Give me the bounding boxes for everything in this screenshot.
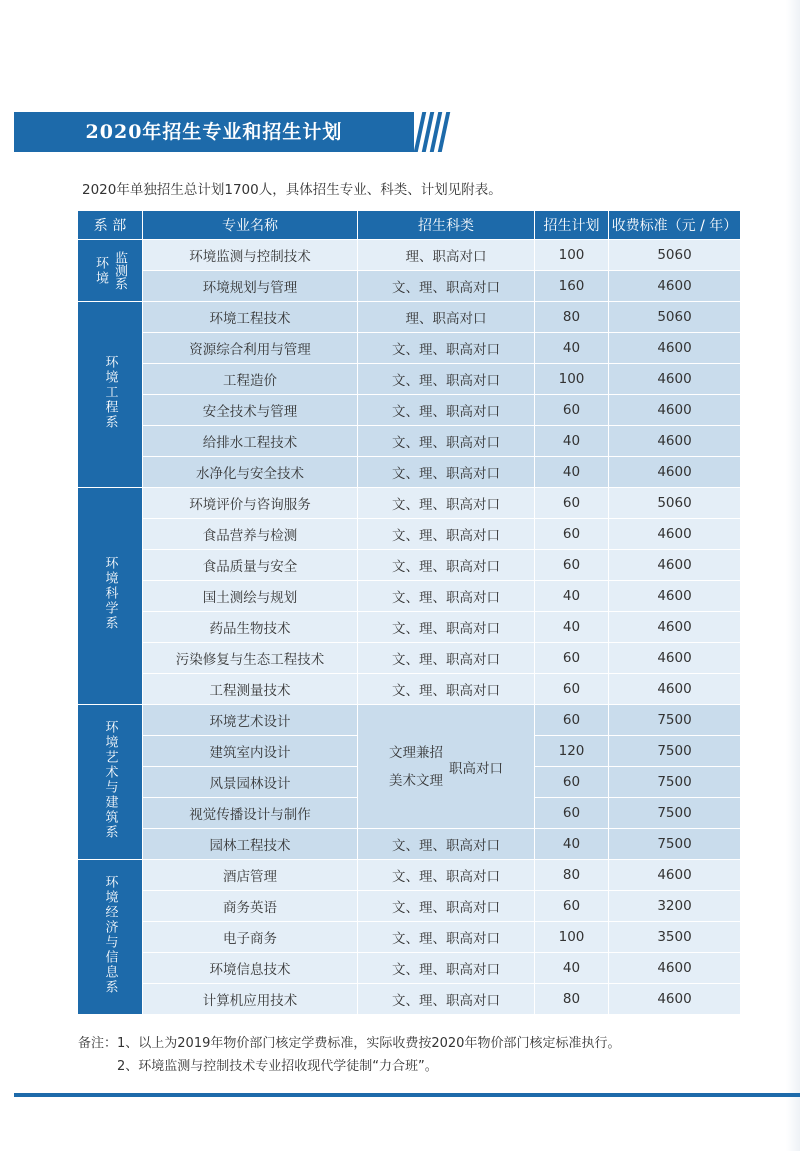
category-cell: 文、理、职高对口 xyxy=(358,395,535,426)
table-row xyxy=(78,581,741,612)
table-row xyxy=(78,302,741,333)
fee-cell: 3500 xyxy=(609,922,741,953)
major-cell: 环境监测与控制技术 xyxy=(143,240,358,271)
category-cell: 文、理、职高对口 xyxy=(358,643,535,674)
plan-cell: 100 xyxy=(535,240,609,271)
plan-cell: 60 xyxy=(535,798,609,829)
note-1: 备注：1、以上为2019年物价部门核定学费标准，实际收费按2020年物价部门核定标准执行。 xyxy=(78,1036,621,1051)
intro-text: 2020年单独招生总计划1700人，具体招生专业、科类、计划见附表。 xyxy=(82,182,502,198)
table-header-row xyxy=(78,211,741,240)
category-cell: 文、理、职高对口 xyxy=(358,457,535,488)
fee-cell: 4600 xyxy=(609,984,741,1015)
major-cell: 酒店管理 xyxy=(143,860,358,891)
plan-cell: 160 xyxy=(535,271,609,302)
plan-cell: 60 xyxy=(535,488,609,519)
major-cell: 环境工程技术 xyxy=(143,302,358,333)
table-row xyxy=(78,643,741,674)
plan-cell: 40 xyxy=(535,457,609,488)
major-cell: 食品营养与检测 xyxy=(143,519,358,550)
major-cell: 食品质量与安全 xyxy=(143,550,358,581)
category-cell: 文、理、职高对口 xyxy=(358,922,535,953)
fee-cell: 7500 xyxy=(609,798,741,829)
fee-cell: 5060 xyxy=(609,240,741,271)
bottom-divider xyxy=(14,1093,800,1097)
dept-name-part-b: 监测系 xyxy=(112,251,127,290)
major-cell: 工程造价 xyxy=(143,364,358,395)
table-row xyxy=(78,612,741,643)
merged-category-right: 职高对口 xyxy=(449,760,503,777)
plan-cell: 60 xyxy=(535,395,609,426)
dept-name: 环境经济与信息系 xyxy=(102,874,118,995)
plan-cell: 60 xyxy=(535,550,609,581)
page-edge-shade xyxy=(786,0,800,1151)
plan-cell: 40 xyxy=(535,581,609,612)
header-plan: 招生计划 xyxy=(535,211,609,240)
fee-cell: 7500 xyxy=(609,705,741,736)
title-stripes-decoration xyxy=(414,112,454,152)
table-row xyxy=(78,426,741,457)
category-cell: 文、理、职高对口 xyxy=(358,612,535,643)
table-row xyxy=(78,457,741,488)
plan-cell: 80 xyxy=(535,860,609,891)
table-row xyxy=(78,922,741,953)
category-cell: 文、理、职高对口 xyxy=(358,953,535,984)
table-row xyxy=(78,705,741,736)
major-cell: 水净化与安全技术 xyxy=(143,457,358,488)
fee-cell: 4600 xyxy=(609,333,741,364)
table-row xyxy=(78,891,741,922)
fee-cell: 5060 xyxy=(609,488,741,519)
fee-cell: 7500 xyxy=(609,767,741,798)
fee-cell: 7500 xyxy=(609,829,741,860)
category-cell: 文、理、职高对口 xyxy=(358,860,535,891)
table-row xyxy=(78,550,741,581)
category-cell: 文、理、职高对口 xyxy=(358,891,535,922)
plan-cell: 120 xyxy=(535,736,609,767)
plan-cell: 40 xyxy=(535,333,609,364)
header-fee: 收费标准（元 / 年） xyxy=(609,211,741,240)
table-row xyxy=(78,364,741,395)
fee-cell: 4600 xyxy=(609,612,741,643)
fee-cell: 4600 xyxy=(609,457,741,488)
category-cell: 文、理、职高对口 xyxy=(358,674,535,705)
dept-name: 环境艺术与建筑系 xyxy=(102,719,118,840)
fee-cell: 4600 xyxy=(609,550,741,581)
fee-cell: 5060 xyxy=(609,302,741,333)
fee-cell: 4600 xyxy=(609,860,741,891)
major-cell: 给排水工程技术 xyxy=(143,426,358,457)
table-row xyxy=(78,488,741,519)
plan-cell: 60 xyxy=(535,674,609,705)
page-title: 2020年招生专业和招生计划 xyxy=(85,121,343,143)
plan-cell: 80 xyxy=(535,302,609,333)
category-cell: 文、理、职高对口 xyxy=(358,984,535,1015)
dept-cell-economics-info xyxy=(78,860,143,1015)
major-cell: 商务英语 xyxy=(143,891,358,922)
table-row xyxy=(78,395,741,426)
plan-cell: 80 xyxy=(535,984,609,1015)
fee-cell: 4600 xyxy=(609,395,741,426)
major-cell: 计算机应用技术 xyxy=(143,984,358,1015)
major-cell: 环境艺术设计 xyxy=(143,705,358,736)
major-cell: 园林工程技术 xyxy=(143,829,358,860)
plan-cell: 60 xyxy=(535,705,609,736)
category-cell: 文、理、职高对口 xyxy=(358,271,535,302)
header-dept: 系 部 xyxy=(78,211,143,240)
plan-cell: 100 xyxy=(535,364,609,395)
enrollment-plan-table xyxy=(77,210,741,1015)
fee-cell: 4600 xyxy=(609,426,741,457)
note-2: 2、环境监测与控制技术专业招收现代学徒制“力合班”。 xyxy=(117,1059,438,1074)
fee-cell: 4600 xyxy=(609,953,741,984)
dept-cell-science xyxy=(78,488,143,705)
category-cell: 文、理、职高对口 xyxy=(358,550,535,581)
table-row xyxy=(78,984,741,1015)
plan-cell: 100 xyxy=(535,922,609,953)
major-cell: 药品生物技术 xyxy=(143,612,358,643)
fee-cell: 3200 xyxy=(609,891,741,922)
table-row xyxy=(78,333,741,364)
fee-cell: 7500 xyxy=(609,736,741,767)
merged-category-line1: 文理兼招 xyxy=(389,744,443,761)
dept-name-part-a: 环境 xyxy=(93,255,108,286)
category-cell: 理、职高对口 xyxy=(358,302,535,333)
major-cell: 污染修复与生态工程技术 xyxy=(143,643,358,674)
plan-cell: 60 xyxy=(535,643,609,674)
fee-cell: 4600 xyxy=(609,519,741,550)
table-row xyxy=(78,674,741,705)
table-row xyxy=(78,829,741,860)
major-cell: 电子商务 xyxy=(143,922,358,953)
table-row xyxy=(78,860,741,891)
table-row xyxy=(78,519,741,550)
category-cell: 文、理、职高对口 xyxy=(358,333,535,364)
plan-cell: 60 xyxy=(535,767,609,798)
dept-cell-engineering xyxy=(78,302,143,488)
dept-cell-monitoring xyxy=(78,240,143,302)
category-cell: 文、理、职高对口 xyxy=(358,581,535,612)
category-cell: 文、理、职高对口 xyxy=(358,364,535,395)
major-cell: 风景园林设计 xyxy=(143,767,358,798)
dept-name: 环境工程系 xyxy=(102,354,118,430)
header-major: 专业名称 xyxy=(143,211,358,240)
table-row xyxy=(78,953,741,984)
plan-cell: 60 xyxy=(535,519,609,550)
fee-cell: 4600 xyxy=(609,643,741,674)
notes xyxy=(78,1032,620,1078)
table-row xyxy=(78,240,741,271)
category-cell: 文、理、职高对口 xyxy=(358,519,535,550)
plan-cell: 40 xyxy=(535,426,609,457)
dept-cell-art-architecture xyxy=(78,705,143,860)
table-row xyxy=(78,271,741,302)
dept-name: 环境科学系 xyxy=(102,556,118,631)
major-cell: 工程测量技术 xyxy=(143,674,358,705)
major-cell: 安全技术与管理 xyxy=(143,395,358,426)
header-category: 招生科类 xyxy=(358,211,535,240)
plan-cell: 40 xyxy=(535,612,609,643)
major-cell: 环境信息技术 xyxy=(143,953,358,984)
fee-cell: 4600 xyxy=(609,364,741,395)
category-cell: 文、理、职高对口 xyxy=(358,829,535,860)
category-cell: 文、理、职高对口 xyxy=(358,426,535,457)
fee-cell: 4600 xyxy=(609,581,741,612)
merged-category-line2: 美术文理 xyxy=(389,772,443,789)
fee-cell: 4600 xyxy=(609,674,741,705)
major-cell: 资源综合利用与管理 xyxy=(143,333,358,364)
fee-cell: 4600 xyxy=(609,271,741,302)
plan-cell: 40 xyxy=(535,829,609,860)
plan-cell: 60 xyxy=(535,891,609,922)
major-cell: 国土测绘与规划 xyxy=(143,581,358,612)
major-cell: 环境评价与咨询服务 xyxy=(143,488,358,519)
major-cell: 建筑室内设计 xyxy=(143,736,358,767)
major-cell: 视觉传播设计与制作 xyxy=(143,798,358,829)
major-cell: 环境规划与管理 xyxy=(143,271,358,302)
plan-cell: 40 xyxy=(535,953,609,984)
category-cell: 文、理、职高对口 xyxy=(358,488,535,519)
merged-category-cell xyxy=(358,705,535,829)
category-cell: 理、职高对口 xyxy=(358,240,535,271)
